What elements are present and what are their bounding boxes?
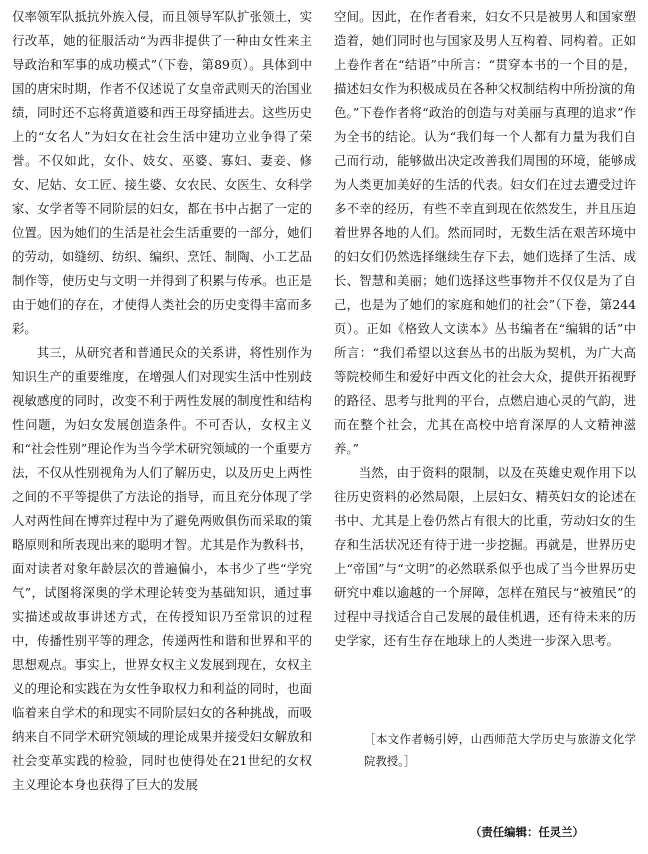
body-paragraph: 空间。因此，在作者看来，妇女不只是被男人和国家塑造着，她们同时也与国家及男人互构着、同构着。正如上卷作者在“结语”中所言：“贯穿本书的一个目的是，描述妇女作为积极成员在各种父权制结构中所扮演的角色。”下卷作者将“政治的创造与对美丽与真理的追求”作为全书的结论。认为“我们每一个人都有力量为我们自己而行动，能够做出决定改善我们周围的环境，能够成为人类更加美好的生活的代表。妇女们在过去遭受过许多不幸的经历，有些不幸直到现在依然发生，并且压迫着世界各地的人们。然而同时，无数生活在艰苦环境中的妇女们仍然选择继续生存下去，她们选择了生活、成长、智慧和美丽；她们选择这些事物并不仅仅是为了自己，也是为了她们的家庭和她们的社会”（下卷，第244页）。正如《格致人文读本》丛书编者在“编辑的话”中所言：“我们希望以这套丛书的出版为契机，为广大高等院校师生和爱好中西文化的社会大众，提供开拓视野的路径、思考与批判的平台，点燃启迪心灵的气韵，进而在整个社会，尤其在高校中培育深厚的人文精神滋养。”	[334, 9, 636, 456]
body-paragraph: 当然，由于资料的限制，以及在英雄史观作用下以往历史资料的必然局限，上层妇女、精英妇女的论述在书中、尤其是上卷仍然占有很大的比重，劳动妇女的生存和生活状况还有待于进一步挖掘。再就是，世界历史上“帝国”与“文明”的必然联系似乎也成了当今世界历史研究中难以逾越的一个屏障，怎样在殖民与“被殖民”的过程中寻找适合自己发展的最佳机遇，还有待未来的历史学家，还有生存在地球上的人类进一步深入思考。	[334, 465, 636, 648]
body-paragraph: 其三，从研究者和普通民众的关系讲，将性别作为知识生产的重要维度，在增强人们对现实生活中性别歧视敏感度的同时，改变不利于两性发展的制度性和结构性问题，为妇女发展创造条件。不可否认，女权主义和“社会性别”理论作为当今学术研究领域的一个重要方法，不仅从性别视角为人们了解历史，以及历史上两性之间的不平等提供了方法论的指导，而且充分体现了学人对两性间在博弈过程中为了避免两败俱伤而采取的策略原则和所表现出来的聪明才智。尤其是作为教科书，面对读者对象年龄层次的普遍偏小，本书少了些“学究气”，试图将深奥的学术理论转变为基础知识，通过事实描述或故事讲述方式，在传授知识乃至常识的过程中，传播性别平等的理念，传递两性和谐和世界和平的思想观点。事实上，世界女权主义发展到现在，女权主义的理论和实践在为女性争取权力和利益的同时，也面临着来自学术的和现实不同阶层妇女的各种挑战，而吸纳来自不同学术研究领域的理论成果并接受妇女解放和社会变革实践的检验，同时也使得处在21世纪的女权主义理论本身也获得了巨大的发展	[12, 345, 312, 792]
left-column	[12, 5, 312, 797]
editor-note: （责任编辑：任灵兰）	[470, 825, 584, 839]
body-paragraph: 仅率领军队抵抗外族入侵，而且领导军队扩张领土，实行改革，她的征服活动“为西非提供了一种由女性来主导政治和军事的成功模式”（下卷，第89页）。具体到中国的唐宋时期，作者不仅述说了女皇帝武则天的治国业绩，同时还不忘将黄道婆和西王母穿插进去。这些历史上的“女名人”为妇女在社会生活中建功立业争得了荣誉。不仅如此，女仆、妓女、巫婆、寡妇、妻妾、修女、尼姑、女工匠、接生婆、女农民、女医生、女科学家、女学者等不同阶层的妇女，都在书中占据了一定的位置。因为她们的生活是社会生活重要的一部分，她们的劳动，如缝纫、纺织、编织、烹饪、制陶、小工艺品制作等，使历史与文明一并得到了积累与传承。也正是由于她们的存在，才使得人类社会的历史变得丰富而多彩。	[12, 9, 312, 336]
right-column	[334, 5, 636, 653]
author-note: ［本文作者畅引婷，山西师范大学历史与旅游文化学院教授。］	[364, 732, 636, 768]
